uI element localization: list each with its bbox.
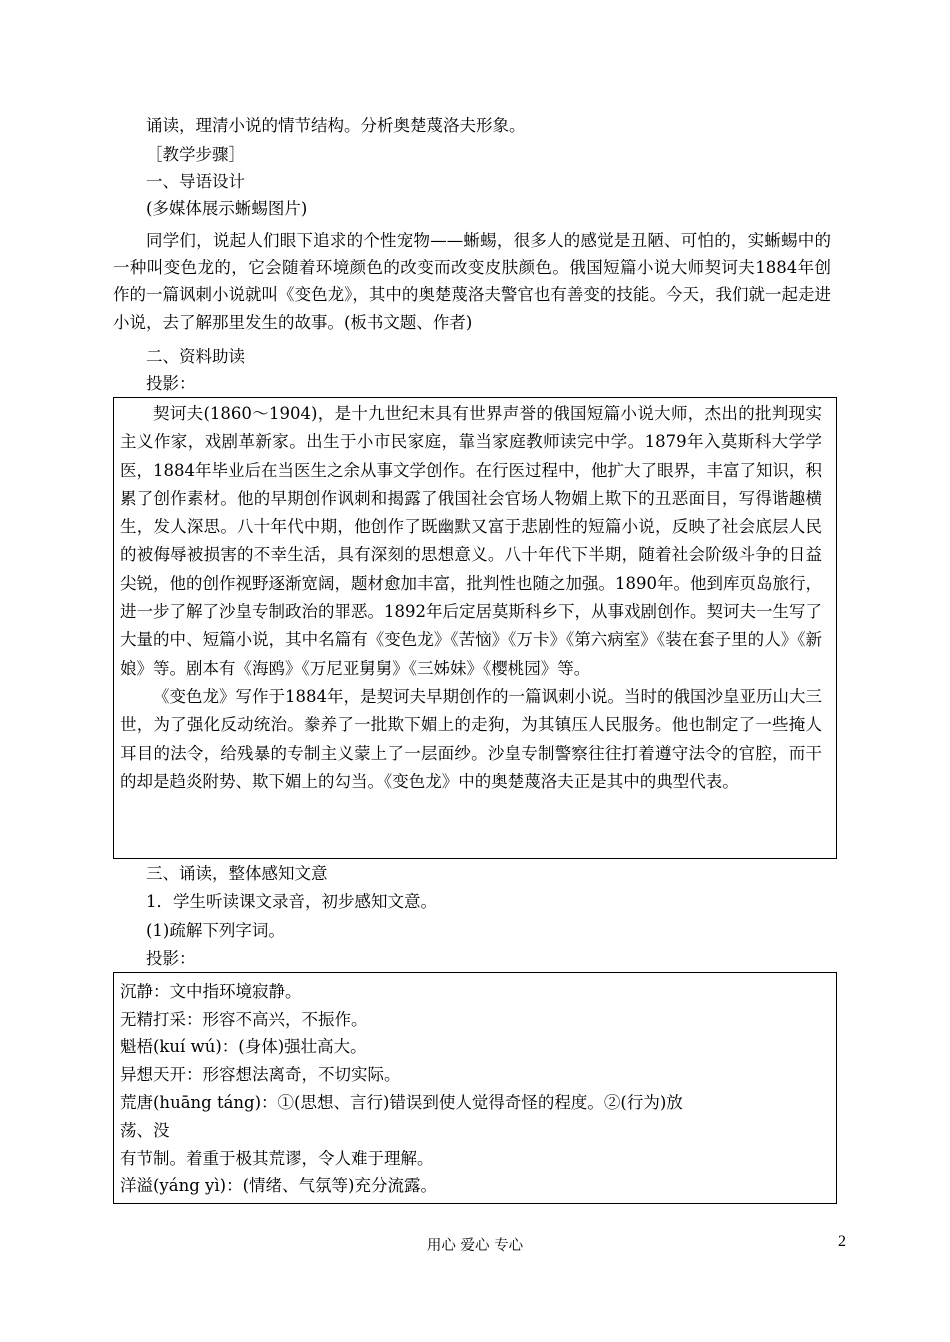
projection-label: 投影： — [146, 949, 196, 968]
steps-heading: ［教学步骤］ — [146, 145, 245, 164]
vocab-line: 洋溢(yáng yì)：(情绪、气氛等)充分流露。 — [120, 1176, 437, 1195]
box-paragraph: 《变色龙》写作于1884年，是契诃夫早期创作的一篇讽刺小说。当时的俄国沙皇亚历山大三世，为了强化反动统治。豢养了一批欺下媚上的走狗，为其镇压人民服务。他也制定了一些掩人耳目的法令，给残暴的专制主义蒙上了一层面纱。沙皇专制警察往往打着遵守法令的官腔，而干的却是趋炎附势、欺下媚上的勾当。《变色龙》中的奥楚蔑洛夫正是其中的典型代表。 — [120, 686, 822, 791]
box-paragraph: 契诃夫(1860～1904)，是十九世纪末具有世界声誉的俄国短篇小说大师，杰出的批判现实主义作家，戏剧革新家。出生于小市民家庭，靠当家庭教师读完中学。1879年入莫斯科大学学医，1884年毕业后在当医生之余从事文学创作。在行医过程中，他扩大了眼界，丰富了知识，积累了创作素材。他的早期创作讽刺和揭露了俄国社会官场人物媚上欺下的丑恶面目，写得谐趣横生，发人深思。八十年代中期，他创作了既幽默又富于悲剧性的短篇小说，反映了社会底层人民的被侮辱被损害的不幸生活，具有深刻的思想意义。八十年代下半期，随着社会阶级斗争的日益尖锐，他的创作视野逐渐宽阔，题材愈加丰富，批判性也随之加强。1890年。他到库页岛旅行，进一步了解了沙皇专制政治的罪恶。1892年后定居莫斯科乡下，从事戏剧创作。契诃夫一生写了大量的中、短篇小说，其中名篇有《变色龙》《苦恼》《万卡》《第六病室》《装在套子里的人》《新娘》等。剧本有《海鸥》《万尼亚舅舅》《三姊妹》《樱桃园》等。 — [120, 404, 822, 678]
vocab-line: 异想天开：形容想法离奇，不切实际。 — [120, 1065, 401, 1084]
vocab-line: 无精打采：形容不高兴，不振作。 — [120, 1010, 368, 1029]
vocab-line: 有节制。着重于极其荒谬，令人难于理解。 — [120, 1149, 434, 1168]
section-heading: 三、诵读，整体感知文意 — [146, 864, 328, 883]
info-box-chekhov — [113, 397, 837, 859]
vocabulary-box — [113, 972, 837, 1204]
text-line: (1)疏解下列字词。 — [146, 921, 285, 940]
vocab-line: 荡、没 — [120, 1121, 170, 1140]
vocab-line: 沉静：文中指环境寂静。 — [120, 982, 302, 1001]
page-number: 2 — [838, 1233, 846, 1250]
lead-paragraph: 同学们，说起人们眼下追求的个性宠物——蜥蜴，很多人的感觉是丑陋、可怕的，实蜥蜴中的一种叫变色龙的，它会随着环境颜色的改变而改变皮肤颜色。俄国短篇小说大师契诃夫1884年创作的一篇讽刺小说就叫《变色龙》，其中的奥楚蔑洛夫警官也有善变的技能。今天，我们就一起走进小说，去了解那里发生的故事。(板书文题、作者) — [113, 231, 831, 332]
media-note: (多媒体展示蜥蜴图片) — [146, 199, 308, 218]
projection-label: 投影： — [146, 374, 196, 393]
text-line: 1．学生听读课文录音，初步感知文意。 — [146, 892, 437, 911]
vocab-line: 魁梧(kuí wú)：(身体)强壮高大。 — [120, 1037, 367, 1056]
footer-motto: 用心 爱心 专心 — [426, 1238, 524, 1254]
vocab-line: 荒唐(huāng táng)：①(思想、言行)错误到使人觉得奇怪的程度。②(行为)放 — [120, 1093, 683, 1112]
section-heading: 一、导语设计 — [146, 172, 245, 191]
section-heading: 二、资料助读 — [146, 347, 245, 366]
text-line: 诵读，理清小说的情节结构。分析奥楚蔑洛夫形象。 — [146, 116, 526, 135]
